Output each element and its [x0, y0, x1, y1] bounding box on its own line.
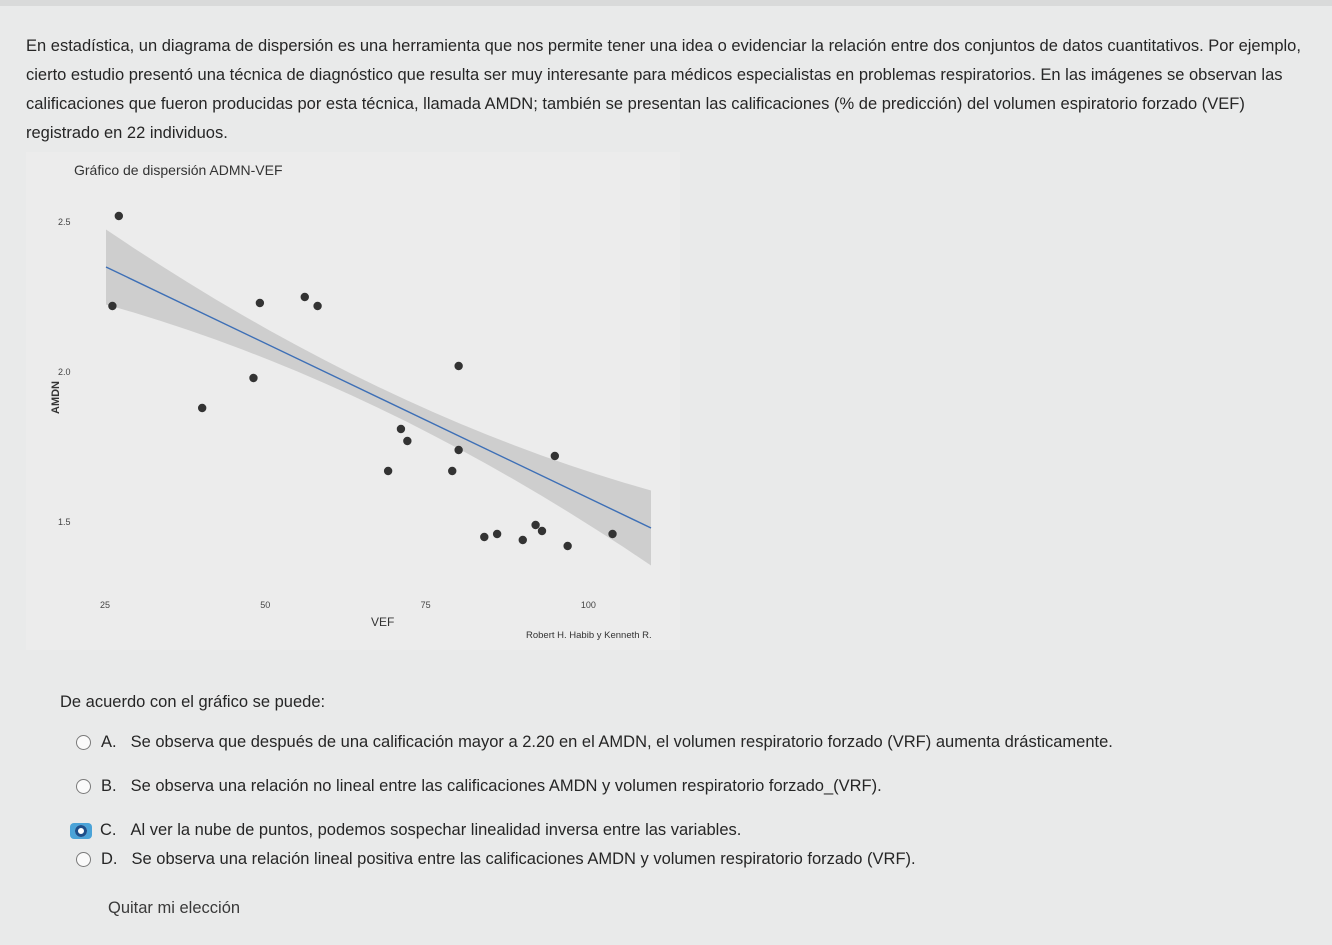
option-c-text: Al ver la nube de puntos, podemos sospechar linealidad inversa entre las variables. [130, 821, 742, 839]
data-point-11 [454, 446, 462, 454]
data-point-21 [608, 530, 616, 538]
y-tick-label: 2.0 [58, 367, 71, 377]
option-c[interactable] [70, 816, 1310, 845]
option-d-letter: D. [101, 850, 118, 868]
x-tick-label: 50 [260, 600, 271, 610]
data-point-7 [198, 404, 206, 412]
data-point-8 [454, 362, 462, 370]
data-point-12 [551, 452, 559, 460]
option-b-text: Se observa una relación no lineal entre las calificaciones AMDN y volumen respiratorio forzado_(VRF). [130, 777, 882, 795]
option-c-letter: C. [100, 821, 117, 839]
x-axis-label: VEF [371, 615, 395, 629]
question-stem: De acuerdo con el gráfico se puede: [60, 693, 326, 711]
radio-option-d[interactable] [76, 852, 91, 867]
clear-choice-link[interactable]: Quitar mi elección [108, 899, 241, 917]
option-a[interactable] [70, 728, 1310, 757]
data-point-17 [563, 542, 571, 550]
top-strip [0, 0, 1332, 6]
data-point-16 [538, 527, 546, 535]
data-point-9 [397, 425, 405, 433]
data-point-14 [448, 467, 456, 475]
x-tick-label: 75 [420, 600, 431, 610]
data-point-5 [313, 302, 321, 310]
data-point-2 [108, 302, 116, 310]
plot-area [58, 212, 651, 610]
radio-option-a[interactable] [76, 735, 91, 750]
option-d[interactable] [70, 845, 1310, 874]
radio-option-c[interactable] [70, 823, 92, 839]
y-tick-label: 1.5 [58, 517, 71, 527]
data-point-6 [249, 374, 257, 382]
x-tick-label: 100 [580, 600, 596, 610]
question-intro-text: En estadística, un diagrama de dispersión es una herramienta que nos permite tener una idea o evidenciar la relación entre dos conjuntos de datos cuantitativos. Por ejemplo, cierto estudio presentó una técnica de diagnóstico que resulta ser muy interesante para médicos especialistas en problemas respiratorios. En las imágenes se observan las calificaciones que fueron producidas por esta técnica, llamada AMDN; también se presentan las calificaciones (% de predicción) del volumen espiratorio forzado (VEF) registrado en 22 individuos. [26, 37, 1301, 142]
x-tick-label: 25 [100, 600, 111, 610]
y-tick-label: 2.5 [58, 217, 71, 227]
data-point-10 [403, 437, 411, 445]
data-point-18 [519, 536, 527, 544]
data-point-19 [493, 530, 501, 538]
y-axis-label: AMDN [50, 381, 62, 414]
chart-title: Gráfico de dispersión ADMN-VEF [74, 162, 283, 178]
data-point-3 [256, 299, 264, 307]
data-point-20 [480, 533, 488, 541]
answer-options [70, 728, 1310, 889]
radio-option-b[interactable] [76, 779, 91, 794]
data-point-13 [384, 467, 392, 475]
chart-credit: Robert H. Habib y Kenneth R. [526, 630, 652, 641]
data-point-1 [115, 212, 123, 220]
option-b[interactable] [70, 772, 1310, 801]
option-a-letter: A. [101, 733, 117, 751]
scatter-chart [26, 152, 680, 650]
scatter-chart-panel [26, 152, 680, 650]
option-d-text: Se observa una relación lineal positiva entre las calificaciones AMDN y volumen respiratorio forzado (VRF). [131, 850, 916, 868]
data-point-4 [301, 293, 309, 301]
data-point-15 [531, 521, 539, 529]
option-b-letter: B. [101, 777, 117, 795]
regression-line [106, 267, 651, 528]
option-a-text: Se observa que después de una calificación mayor a 2.20 en el AMDN, el volumen respiratorio forzado (VRF) aumenta drásticamente. [130, 733, 1113, 751]
